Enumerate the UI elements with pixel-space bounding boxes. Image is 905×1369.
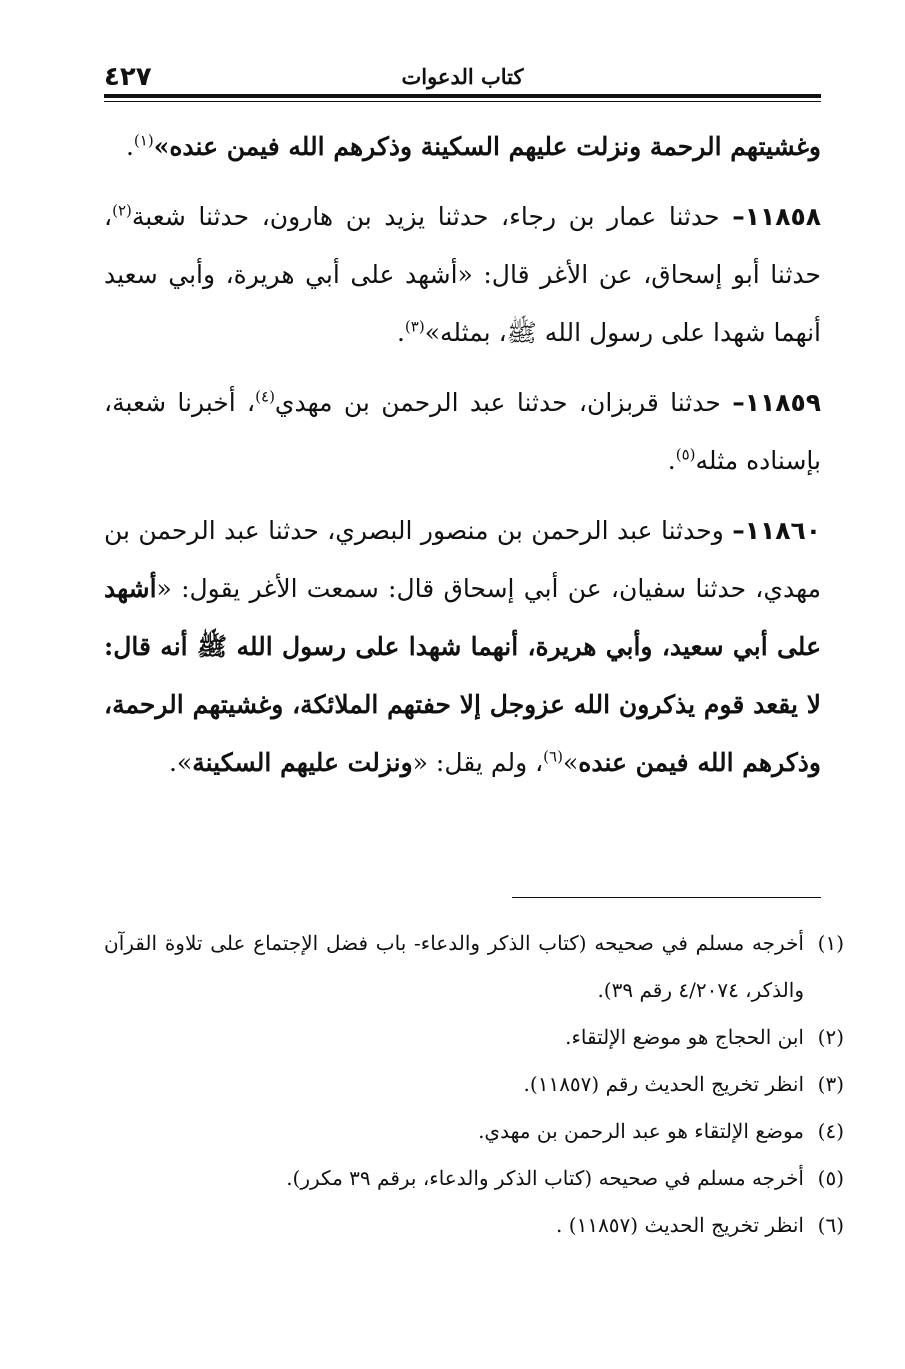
hadith-text: وغشيتهم الرحمة ونزلت عليهم السكينة وذكرهم الله فيمن عنده» bbox=[153, 132, 821, 161]
hadith-text: ونزلت عليهم السكينة bbox=[192, 748, 413, 777]
paragraph-continuation bbox=[104, 118, 821, 176]
footnote-item bbox=[104, 1061, 844, 1108]
page-header bbox=[104, 62, 821, 94]
running-title: كتاب الدعوات bbox=[401, 64, 524, 89]
footnote-mark: (٢) bbox=[817, 1025, 844, 1049]
footnote-mark: (٤) bbox=[817, 1119, 844, 1143]
punctuation: ». bbox=[168, 748, 193, 777]
header-rule-thick bbox=[104, 94, 821, 98]
footnote-text: أخرجه مسلم في صحيحه (كتاب الذكر والدعاء، برقم ٣٩ مكرر). bbox=[286, 1166, 804, 1190]
footnote-item bbox=[104, 1014, 844, 1061]
hadith-number: ١١٨٥٨– bbox=[732, 202, 821, 231]
footnote-text: موضع الإلتقاء هو عبد الرحمن بن مهدي. bbox=[478, 1119, 804, 1143]
hadith-11858 bbox=[104, 188, 821, 362]
footnote-mark: (٣) bbox=[817, 1072, 844, 1096]
footnote-separator bbox=[512, 897, 821, 898]
footnote-mark: (١) bbox=[817, 931, 844, 955]
footnote-text: انظر تخريج الحديث رقم (١١٨٥٧). bbox=[523, 1072, 804, 1096]
punctuation: . bbox=[667, 446, 676, 475]
footnote-item bbox=[104, 1108, 844, 1155]
isnad-text: ، ولم يقل: « bbox=[412, 748, 544, 777]
hadith-number: ١١٨٥٩– bbox=[732, 388, 821, 417]
isnad-text: ، أخبرنا شعبة، بإسناده مثله bbox=[104, 388, 821, 475]
header-rule-thin bbox=[104, 101, 821, 102]
footnote-text: ابن الحجاج هو موضع الإلتقاء. bbox=[565, 1025, 804, 1049]
isnad-text: حدثنا قربزان، حدثنا عبد الرحمن بن مهدي bbox=[274, 388, 721, 417]
hadith-11860 bbox=[104, 502, 821, 792]
footnote-item bbox=[104, 920, 844, 1014]
isnad-text: ، حدثنا أبو إسحاق، عن الأغر قال: «أشهد على أبي هريرة، وأبي سعيد أنهما شهدا على رسول الله ﷺ، بمثله» bbox=[104, 202, 821, 347]
isnad-text: وحدثنا عبد الرحمن بن منصور البصري، حدثنا عبد الرحمن بن مهدي، حدثنا سفيان، عن أبي إسحاق قال: سمعت الأغر يقول: « bbox=[104, 516, 821, 603]
footnote-ref: (٦) bbox=[543, 747, 563, 766]
footnotes bbox=[104, 920, 844, 1249]
footnote-ref: (١) bbox=[133, 131, 154, 150]
footnote-item bbox=[104, 1155, 844, 1202]
footnote-text: أخرجه مسلم في صحيحه (كتاب الذكر والدعاء- باب فضل الإجتماع على تلاوة القرآن والذكر، ٤/٢٠٧٤ رقم ٣٩). bbox=[104, 931, 804, 1002]
footnote-ref: (٥) bbox=[675, 445, 696, 464]
footnote-text: انظر تخريج الحديث (١١٨٥٧) . bbox=[556, 1213, 804, 1237]
punctuation: » bbox=[562, 748, 579, 777]
page-number: ٤٢٧ bbox=[104, 62, 152, 92]
punctuation: . bbox=[125, 132, 134, 161]
footnote-ref: (٢) bbox=[112, 201, 132, 220]
footnote-item bbox=[104, 1202, 844, 1249]
footnote-ref: (٣) bbox=[404, 317, 425, 336]
hadith-number: ١١٨٦٠– bbox=[732, 516, 821, 545]
hadith-11859 bbox=[104, 374, 821, 490]
isnad-text: حدثنا عمار بن رجاء، حدثنا يزيد بن هارون، حدثنا شعبة bbox=[131, 202, 720, 231]
footnote-mark: (٥) bbox=[817, 1166, 844, 1190]
footnote-ref: (٤) bbox=[255, 387, 275, 406]
main-text bbox=[104, 118, 821, 792]
footnote-mark: (٦) bbox=[817, 1213, 844, 1237]
punctuation: . bbox=[396, 318, 405, 347]
hadith-text: أشهد على أبي سعيد، وأبي هريرة، أنهما شهدا على رسول الله ﷺ أنه قال: لا يقعد قوم يذكرون الله عزوجل إلا حفتهم الملائكة، وغشيتهم الرحمة، وذكرهم الله فيمن عنده bbox=[104, 574, 821, 777]
